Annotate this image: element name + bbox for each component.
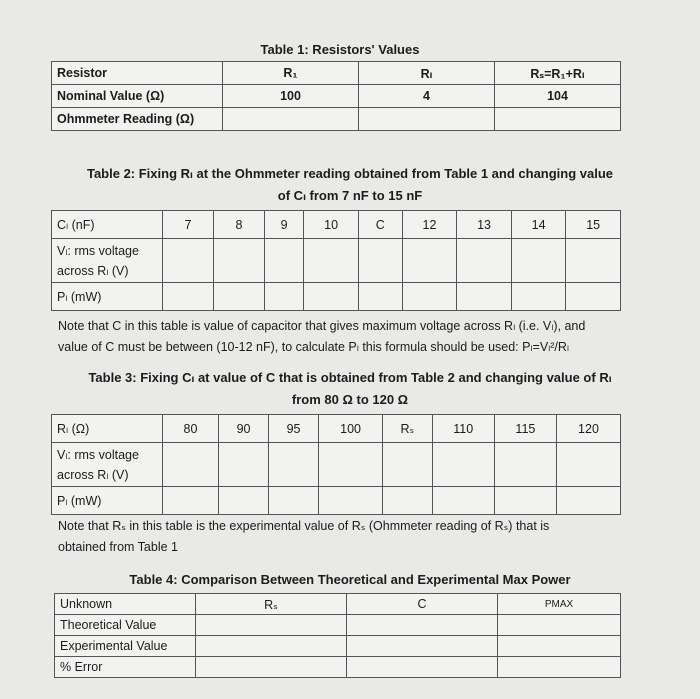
- table4-header-pmax: PMAX: [498, 594, 621, 615]
- table1-caption: Table 1: Resistors' Values: [260, 42, 420, 57]
- table2-col: 8: [214, 211, 265, 239]
- table1-header-resistor: Resistor: [52, 62, 223, 85]
- table1-row-nominal-label: Nominal Value (Ω): [52, 85, 223, 108]
- table1-header-r1: R₁: [223, 62, 359, 85]
- table4-header-c: C: [347, 594, 498, 615]
- table1-cell: 104: [495, 85, 621, 108]
- table2-col: 7: [163, 211, 214, 239]
- table4-row-error: % Error: [55, 657, 196, 678]
- table2-col: 14: [511, 211, 566, 239]
- table3-col: 80: [163, 415, 219, 443]
- table1-cell: [223, 108, 359, 131]
- table2-voltage-label-line2: across Rₗ (V): [57, 263, 129, 278]
- table1: [51, 61, 621, 131]
- table3: [51, 414, 621, 515]
- table4-caption: Table 4: Comparison Between Theoretical and Experimental Max Power: [129, 572, 571, 587]
- table2-col: 10: [304, 211, 359, 239]
- table3-note-line1: Note that Rₛ in this table is the experimental value of Rₛ (Ohmmeter reading of Rₛ) that is: [58, 519, 550, 533]
- table2-power-label: Pₗ (mW): [52, 283, 163, 311]
- table3-voltage-label-line1: Vₗ: rms voltage: [57, 447, 139, 462]
- table2-note-line2: value of C must be between (10-12 nF), to calculate Pₗ this formula should be used: Pₗ=Vₗ²/Rₗ: [58, 340, 569, 354]
- table3-col: 120: [556, 415, 620, 443]
- table4-header-rs: Rₛ: [196, 594, 347, 615]
- table2-col: 15: [566, 211, 621, 239]
- table2-note: [58, 316, 678, 358]
- table2-caption-line1: Table 2: Fixing Rₗ at the Ohmmeter reading obtained from Table 1 and changing value: [86, 166, 614, 181]
- table2: [51, 210, 621, 311]
- table3-voltage-label: [52, 443, 163, 487]
- table2-col: 12: [402, 211, 457, 239]
- table3-voltage-label-line2: across Rₗ (V): [57, 467, 129, 482]
- table3-col: 110: [432, 415, 494, 443]
- table4-row-theoretical: Theoretical Value: [55, 615, 196, 636]
- table3-col: Rₛ: [383, 415, 433, 443]
- table3-header-label: Rₗ (Ω): [52, 415, 163, 443]
- table1-cell: [495, 108, 621, 131]
- table4-header-unknown: Unknown: [55, 594, 196, 615]
- table3-col: 115: [494, 415, 556, 443]
- table3-note-line2: obtained from Table 1: [58, 540, 178, 554]
- table2-col: 13: [457, 211, 512, 239]
- table1-row-ohmmeter-label: Ohmmeter Reading (Ω): [52, 108, 223, 131]
- table1-header-rs: Rₛ=R₁+Rₗ: [495, 62, 621, 85]
- table2-header-label: Cₗ (nF): [52, 211, 163, 239]
- table3-power-label: Pₗ (mW): [52, 487, 163, 515]
- table3-col: 100: [319, 415, 383, 443]
- table2-col: 9: [265, 211, 304, 239]
- table2-caption-line2: of Cₗ from 7 nF to 15 nF: [277, 188, 423, 203]
- table2-voltage-label-line1: Vₗ: rms voltage: [57, 243, 139, 258]
- table4-row-experimental: Experimental Value: [55, 636, 196, 657]
- table3-caption-line2: from 80 Ω to 120 Ω: [291, 392, 409, 407]
- table3-caption-line1: Table 3: Fixing Cₗ at value of C that is obtained from Table 2 and changing value of Rₗ: [88, 370, 612, 385]
- table2-col: C: [358, 211, 402, 239]
- table4: [54, 593, 621, 678]
- table2-note-line1: Note that C in this table is value of capacitor that gives maximum voltage across Rₗ (i.e. Vₗ), and: [58, 319, 586, 333]
- table2-voltage-label: [52, 239, 163, 283]
- table3-col: 95: [269, 415, 319, 443]
- table3-note: [58, 516, 678, 558]
- table1-header-rl: Rₗ: [359, 62, 495, 85]
- table1-cell: 100: [223, 85, 359, 108]
- table1-cell: 4: [359, 85, 495, 108]
- table1-cell: [359, 108, 495, 131]
- table3-col: 90: [219, 415, 269, 443]
